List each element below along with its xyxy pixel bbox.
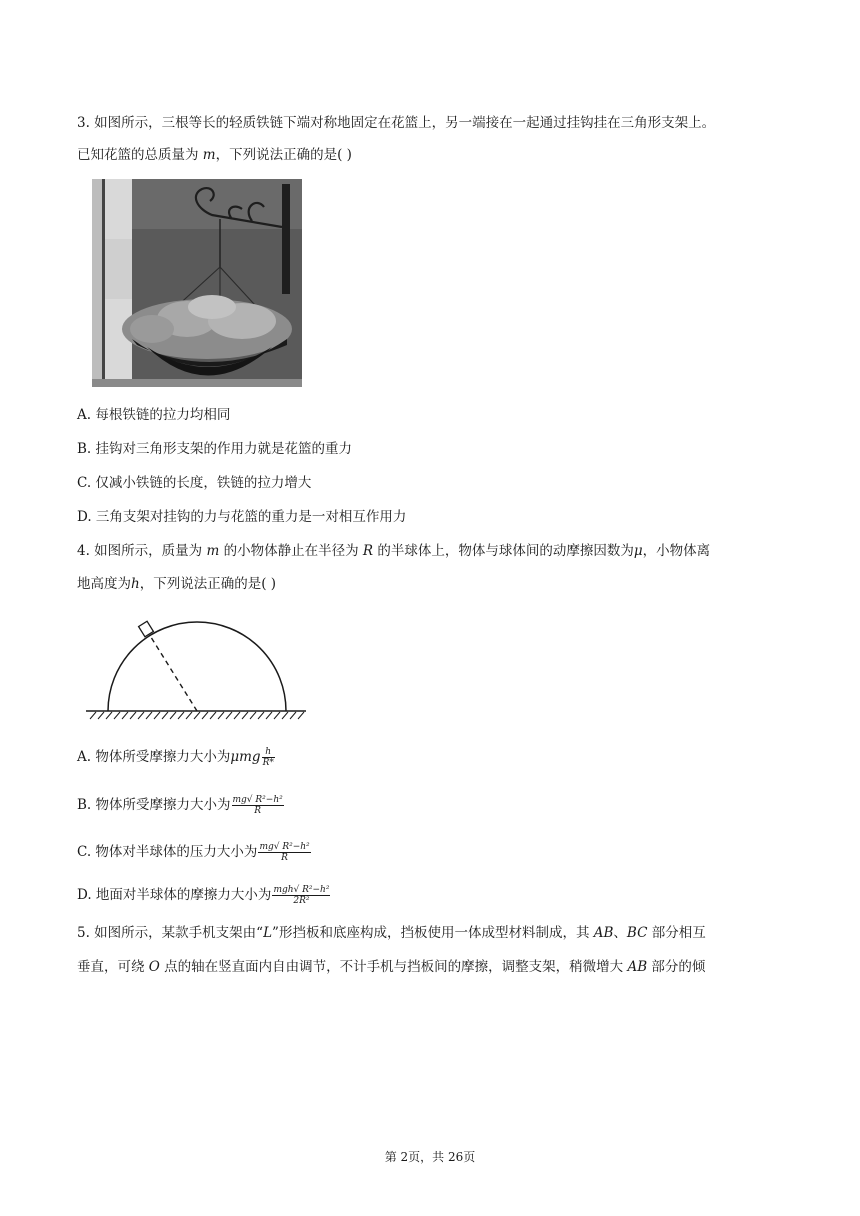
q3-stem-line1: 3. 如图所示，三根等长的轻质铁链下端对称地固定在花篮上，另一端接在一起通过挂钩挂在三角形支架上。 <box>77 115 716 131</box>
q4-option-b: B. 物体所受摩擦力大小为 $\frac{\text{mg√ R²−h²}}{R}$ <box>77 795 283 816</box>
hemisphere-diagram <box>86 617 310 721</box>
q4-stem-line2: 地高度为h，下列说法正确的是( ) <box>77 576 277 592</box>
q4-option-c: C. 物体对半球体的压力大小为 $\frac{\text{mg√ R²−h²}}{R}$ <box>77 842 310 863</box>
q5-stem-line2: 垂直，可绕 O 点的轴在竖直面内自由调节，不计手机与挡板间的摩擦，调整支架，稍微增大 AB 部分的倾 <box>77 959 706 975</box>
q3-option-c: C. 仅减小铁链的长度，铁链的拉力增大 <box>77 475 312 491</box>
q5-stem-line1: 5. 如图所示，某款手机支架由“L”形挡板和底座构成，挡板使用一体成型材料制成，其 AB、BC 部分相互 <box>77 925 706 941</box>
q3-option-d: D. 三角支架对挂钩的力与花篮的重力是一对相互作用力 <box>77 509 407 525</box>
q4-option-d: D. 地面对半球体的摩擦力大小为 $\frac{\text{mgh√ R²−h²}}{\text{2R²}}$ <box>77 885 330 906</box>
q3-option-a: A. 每根铁链的拉力均相同 <box>77 407 231 423</box>
q4-option-a: A. 物体所受摩擦力大小为μmg $\frac{h}{R*}$ <box>77 747 274 768</box>
hanging-flower-basket-photo <box>92 179 302 387</box>
page-number-footer: 第 2页，共 26页 <box>384 1150 476 1164</box>
q4-stem-line1: 4. 如图所示，质量为 m 的小物体静止在半径为 R 的半球体上，物体与球体间的动摩擦因数为μ，小物体离 <box>77 543 711 559</box>
q3-option-b: B. 挂钩对三角形支架的作用力就是花篮的重力 <box>77 441 353 457</box>
q3-stem-line2: 已知花篮的总质量为 m，下列说法正确的是( ) <box>77 147 352 163</box>
